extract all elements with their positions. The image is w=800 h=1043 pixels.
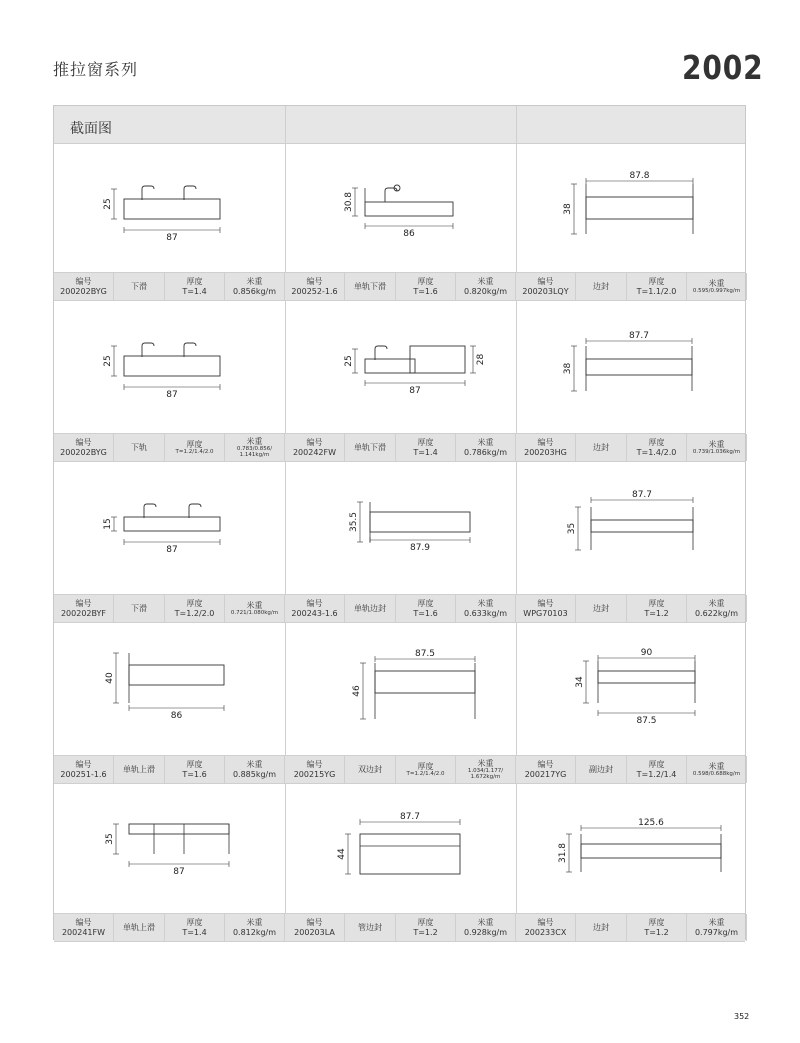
dimension-label: 125.6 <box>638 818 664 828</box>
profile-outline <box>365 202 453 216</box>
profile-drawing <box>54 462 285 594</box>
weight-cell-value: 0.928kg/m <box>463 927 508 937</box>
profile-outline <box>189 504 201 518</box>
profile-outline <box>586 197 693 219</box>
profile-drawing <box>516 784 747 913</box>
weight-cell-label: 米重 <box>708 599 725 609</box>
thickness-cell <box>627 273 687 300</box>
info-row <box>54 755 745 784</box>
weight-cell-value: 1.034/1.177/ 1.672kg/m <box>467 767 504 781</box>
code-cell-label: 编号 <box>537 599 554 609</box>
profile-outline <box>370 512 470 532</box>
profile-drawing <box>54 144 285 272</box>
code-cell <box>54 914 114 941</box>
thickness-cell <box>165 756 225 783</box>
weight-cell-value: 0.856kg/m <box>232 286 277 296</box>
thickness-cell-label: 厚度 <box>648 438 665 448</box>
profile-outline <box>142 186 154 200</box>
model-number: 2002 <box>682 48 764 87</box>
dimension-label: 34 <box>575 676 585 688</box>
dimension-label: 38 <box>563 203 573 215</box>
code-cell-label: 编号 <box>537 438 554 448</box>
dimension-label: 86 <box>170 711 183 721</box>
weight-cell-label: 米重 <box>246 436 263 446</box>
name-cell <box>114 273 165 300</box>
weight-cell-label: 米重 <box>246 760 263 770</box>
code-cell-label: 编号 <box>75 918 92 928</box>
profile-drawing <box>285 144 516 272</box>
profile-outline <box>144 504 156 518</box>
weight-cell <box>225 914 285 941</box>
info-row <box>54 594 745 623</box>
code-cell <box>516 756 576 783</box>
code-cell <box>54 756 114 783</box>
code-cell-label: 编号 <box>537 277 554 287</box>
dimension-label: 87 <box>166 390 178 400</box>
name-cell <box>345 595 396 622</box>
profile-drawing <box>285 301 516 433</box>
thickness-cell-value: T=1.2/2.0 <box>174 608 215 618</box>
name-cell-value: 单轨下滑 <box>354 281 386 291</box>
code-cell-value: 200243-1.6 <box>291 608 338 618</box>
profile-drawing <box>54 623 285 755</box>
profile-table <box>53 105 746 940</box>
dimension-label: 87.7 <box>628 331 650 341</box>
profile-outline <box>124 199 220 219</box>
code-cell-label: 编号 <box>75 438 92 448</box>
profile-drawing <box>516 462 747 594</box>
dimension-label: 35 <box>105 833 115 845</box>
dimension-label: 87.7 <box>399 812 421 822</box>
weight-cell <box>456 914 516 941</box>
weight-cell-label: 米重 <box>246 600 263 610</box>
weight-cell <box>687 273 747 300</box>
weight-cell-label: 米重 <box>477 277 494 287</box>
dimension-label: 87 <box>409 386 421 396</box>
profile-outline <box>586 359 692 375</box>
profile-outline <box>184 186 196 200</box>
dimension-label: 35 <box>567 522 577 535</box>
code-cell-value: 200215YG <box>293 769 336 779</box>
profile-drawing <box>516 301 747 433</box>
dimension-label: 15 <box>103 518 113 530</box>
thickness-cell <box>396 434 456 461</box>
weight-cell-label: 米重 <box>246 277 263 287</box>
code-cell-label: 编号 <box>537 760 554 770</box>
page-number: 352 <box>734 1012 750 1021</box>
dimension-label: 40 <box>105 672 115 684</box>
profile-outline <box>124 517 220 531</box>
profile-outline <box>360 834 460 874</box>
info-row <box>54 272 745 301</box>
weight-cell <box>687 914 747 941</box>
thickness-cell-value: T=1.4 <box>413 447 438 457</box>
dimension-label: 87.7 <box>631 490 653 500</box>
thickness-cell-label: 厚度 <box>417 438 434 448</box>
weight-cell-value: 0.786kg/m <box>463 447 508 457</box>
name-cell <box>576 595 627 622</box>
thickness-cell <box>627 756 687 783</box>
profile-drawing <box>285 784 516 913</box>
code-cell-value: 200233CX <box>524 927 567 937</box>
code-cell <box>285 434 345 461</box>
profile-outline <box>581 844 721 858</box>
profile-outline <box>375 346 387 360</box>
code-cell <box>54 434 114 461</box>
thickness-cell <box>627 434 687 461</box>
thickness-cell <box>396 914 456 941</box>
weight-cell-value: 0.622kg/m <box>694 608 739 618</box>
name-cell <box>345 434 396 461</box>
dimension-label: 30.8 <box>344 191 354 213</box>
weight-cell <box>687 756 747 783</box>
code-cell-label: 编号 <box>306 918 323 928</box>
profile-outline <box>410 346 465 373</box>
dimension-label: 25 <box>103 355 113 367</box>
thickness-cell-value: T=1.6 <box>413 608 438 618</box>
profile-drawing <box>516 144 747 272</box>
dimension-label: 87 <box>166 233 178 243</box>
thickness-cell-value: T=1.2/1.4 <box>636 769 677 779</box>
name-cell <box>576 434 627 461</box>
code-cell-value: 200217YG <box>524 769 567 779</box>
weight-cell-value: 0.820kg/m <box>463 286 508 296</box>
name-cell <box>114 595 165 622</box>
thickness-cell-label: 厚度 <box>186 277 203 287</box>
name-cell-value: 边封 <box>593 603 609 613</box>
dimension-label: 25 <box>103 198 113 210</box>
code-cell <box>285 595 345 622</box>
thickness-cell <box>165 273 225 300</box>
profile-outline <box>375 671 475 693</box>
profile-drawing <box>54 784 285 913</box>
weight-cell <box>225 756 285 783</box>
table-header <box>54 106 745 144</box>
thickness-cell-label: 厚度 <box>648 599 665 609</box>
weight-cell-value: 0.739/1.036kg/m <box>692 448 741 455</box>
profile-drawing <box>54 301 285 433</box>
name-cell <box>345 756 396 783</box>
thickness-cell <box>396 756 456 783</box>
weight-cell <box>225 434 285 461</box>
code-cell-label: 编号 <box>306 277 323 287</box>
info-row <box>54 433 745 462</box>
thickness-cell-label: 厚度 <box>186 918 203 928</box>
weight-cell-value: 0.633kg/m <box>463 608 508 618</box>
name-cell-value: 单轨上滑 <box>123 764 155 774</box>
weight-cell-value: 0.595/0.997kg/m <box>692 287 741 294</box>
dimension-label: 35.5 <box>349 511 359 533</box>
thickness-cell-value: T=1.2/1.4/2.0 <box>406 770 445 777</box>
code-cell-label: 编号 <box>306 760 323 770</box>
code-cell-value: 200202BYG <box>60 447 107 457</box>
name-cell <box>576 914 627 941</box>
name-cell-value: 边封 <box>593 442 609 452</box>
name-cell <box>345 914 396 941</box>
profile-outline <box>129 665 224 685</box>
code-cell-value: 200251-1.6 <box>60 769 107 779</box>
thickness-cell-label: 厚度 <box>417 599 434 609</box>
thickness-cell-value: T=1.2/1.4/2.0 <box>175 448 214 455</box>
code-cell-value: 200242FW <box>292 447 337 457</box>
thickness-cell-label: 厚度 <box>417 761 434 771</box>
weight-cell <box>456 756 516 783</box>
thickness-cell-label: 厚度 <box>186 439 203 449</box>
weight-cell <box>225 595 285 622</box>
code-cell <box>516 914 576 941</box>
name-cell <box>114 914 165 941</box>
weight-cell-label: 米重 <box>708 439 725 449</box>
weight-cell <box>687 595 747 622</box>
dimension-label: 44 <box>337 848 347 860</box>
weight-cell <box>225 273 285 300</box>
name-cell-value: 双边封 <box>358 764 382 774</box>
code-cell <box>285 914 345 941</box>
name-cell-value: 管边封 <box>358 922 382 932</box>
thickness-cell <box>396 595 456 622</box>
code-cell-label: 编号 <box>75 277 92 287</box>
dimension-label: 87.5 <box>414 649 436 659</box>
weight-cell-label: 米重 <box>477 758 494 768</box>
thickness-cell-label: 厚度 <box>417 918 434 928</box>
thickness-cell-value: T=1.2 <box>644 608 669 618</box>
thickness-cell-label: 厚度 <box>186 760 203 770</box>
thickness-cell <box>627 914 687 941</box>
weight-cell-value: 0.885kg/m <box>232 769 277 779</box>
weight-cell <box>456 434 516 461</box>
thickness-cell <box>165 434 225 461</box>
thickness-cell-value: T=1.2 <box>644 927 669 937</box>
dimension-label: 86 <box>403 229 415 239</box>
dimension-label: 38 <box>563 362 573 375</box>
name-cell-value: 边封 <box>593 922 609 932</box>
profile-drawing <box>285 462 516 594</box>
dimension-label: 46 <box>352 685 362 697</box>
thickness-cell <box>165 595 225 622</box>
dimension-label: 87 <box>166 545 178 555</box>
thickness-cell-label: 厚度 <box>648 918 665 928</box>
profile-drawing <box>285 623 516 755</box>
profile-outline <box>591 520 693 532</box>
code-cell-value: WPG70103 <box>523 608 568 618</box>
dimension-label: 25 <box>344 355 354 367</box>
code-cell <box>285 756 345 783</box>
name-cell-value: 下滑 <box>131 281 147 291</box>
section-label: 截面图 <box>70 121 112 137</box>
thickness-cell-value: T=1.6 <box>413 286 438 296</box>
name-cell-value: 单轨边封 <box>354 603 386 613</box>
weight-cell-value: 0.797kg/m <box>694 927 739 937</box>
name-cell <box>345 273 396 300</box>
name-cell-value: 副边封 <box>589 764 613 774</box>
thickness-cell-label: 厚度 <box>648 277 665 287</box>
thickness-cell <box>627 595 687 622</box>
weight-cell-label: 米重 <box>708 761 725 771</box>
name-cell <box>576 273 627 300</box>
profile-outline <box>184 343 196 357</box>
thickness-cell-value: T=1.4 <box>182 286 207 296</box>
code-cell-label: 编号 <box>306 599 323 609</box>
thickness-cell-value: T=1.2 <box>413 927 438 937</box>
thickness-cell-value: T=1.4 <box>182 927 207 937</box>
name-cell-value: 边封 <box>593 281 609 291</box>
code-cell <box>54 595 114 622</box>
weight-cell-label: 米重 <box>477 599 494 609</box>
thickness-cell-value: T=1.1/2.0 <box>636 286 677 296</box>
dimension-label: 90 <box>640 648 653 658</box>
weight-cell-label: 米重 <box>708 918 725 928</box>
profile-outline <box>142 343 154 357</box>
code-cell-label: 编号 <box>306 438 323 448</box>
code-cell-value: 200202BYF <box>60 608 107 618</box>
weight-cell-label: 米重 <box>246 918 263 928</box>
name-cell-value: 单轨下滑 <box>354 442 386 452</box>
name-cell <box>576 756 627 783</box>
weight-cell <box>687 434 747 461</box>
weight-cell-value: 0.721/1.080kg/m <box>230 609 279 616</box>
code-cell-value: 200203LQY <box>522 286 569 296</box>
code-cell <box>516 434 576 461</box>
profile-outline <box>124 356 220 376</box>
weight-cell-label: 米重 <box>477 918 494 928</box>
profile-outline <box>129 824 229 834</box>
code-cell-label: 编号 <box>537 918 554 928</box>
series-title: 推拉窗系列 <box>53 60 139 79</box>
profile-drawing <box>516 623 747 755</box>
thickness-cell <box>165 914 225 941</box>
dimension-label: 28 <box>476 353 486 366</box>
weight-cell <box>456 273 516 300</box>
weight-cell-label: 米重 <box>477 438 494 448</box>
name-cell-value: 单轨上滑 <box>123 922 155 932</box>
dimension-label: 87.8 <box>629 171 650 181</box>
code-cell-label: 编号 <box>75 760 92 770</box>
thickness-cell <box>396 273 456 300</box>
code-cell <box>516 595 576 622</box>
code-cell-value: 200252-1.6 <box>291 286 338 296</box>
weight-cell-value: 0.783/0.856/ 1.141kg/m <box>236 445 273 459</box>
profile-outline <box>365 359 415 373</box>
profile-outline <box>598 671 695 683</box>
thickness-cell-label: 厚度 <box>648 760 665 770</box>
thickness-cell-label: 厚度 <box>186 599 203 609</box>
name-cell <box>114 434 165 461</box>
dimension-label: 87.9 <box>409 543 431 553</box>
dimension-label: 31.8 <box>558 842 568 864</box>
weight-cell-value: 0.812kg/m <box>232 927 277 937</box>
code-cell-value: 200241FW <box>61 927 106 937</box>
thickness-cell-value: T=1.4/2.0 <box>636 447 677 457</box>
name-cell-value: 下轨 <box>131 442 147 452</box>
thickness-cell-label: 厚度 <box>417 277 434 287</box>
info-row <box>54 913 745 942</box>
name-cell <box>114 756 165 783</box>
code-cell-value: 200203LA <box>294 927 335 937</box>
weight-cell-value: 0.598/0.688kg/m <box>692 770 741 777</box>
weight-cell <box>456 595 516 622</box>
thickness-cell-value: T=1.6 <box>182 769 207 779</box>
code-cell-label: 编号 <box>75 599 92 609</box>
weight-cell-label: 米重 <box>708 278 725 288</box>
dimension-label: 87.5 <box>636 716 657 726</box>
code-cell <box>285 273 345 300</box>
dimension-label: 87 <box>173 867 185 877</box>
code-cell <box>54 273 114 300</box>
name-cell-value: 下滑 <box>131 603 147 613</box>
code-cell <box>516 273 576 300</box>
code-cell-value: 200203HG <box>524 447 567 457</box>
code-cell-value: 200202BYG <box>60 286 107 296</box>
